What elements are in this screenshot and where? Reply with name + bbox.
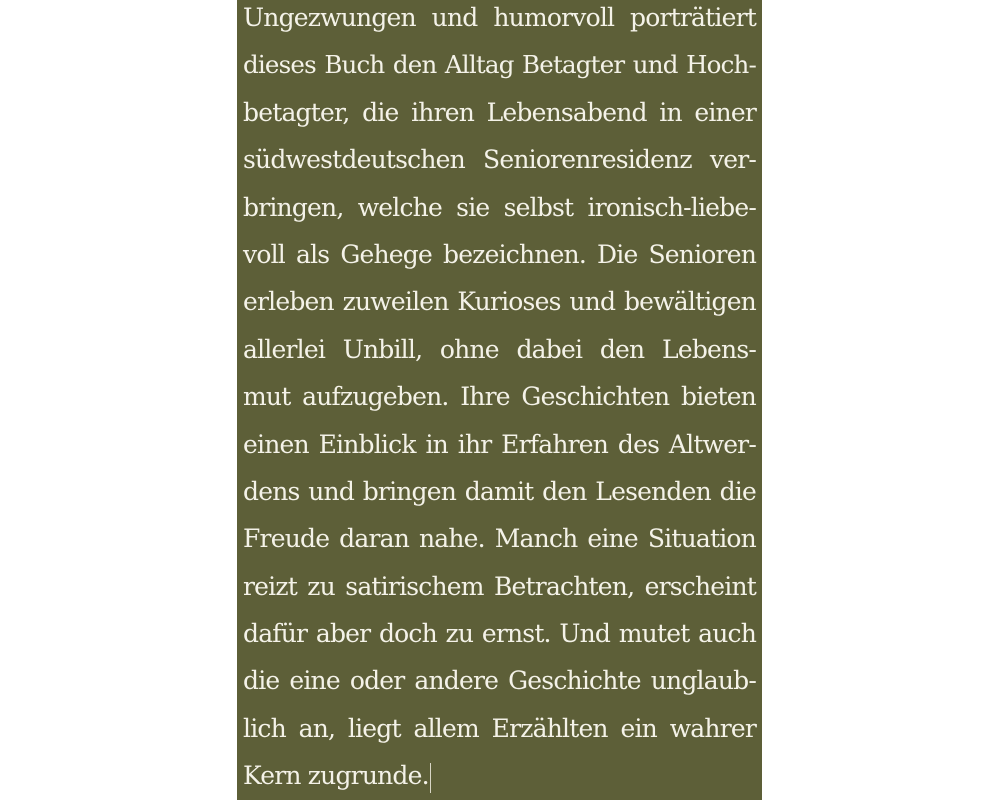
text-cursor: [430, 763, 431, 793]
text-panel: [237, 0, 762, 800]
text-line-7: erleben zuweilen Kurioses und bewältigen: [243, 287, 756, 317]
paragraph[interactable]: [243, 0, 756, 800]
text-line-8: allerlei Unbill, ohne dabei den Lebens-: [243, 334, 756, 364]
text-line-4: südwestdeutschen Seniorenresidenz ver-: [243, 145, 756, 175]
text-line-2: dieses Buch den Alltag Betagter und Hoch-: [243, 50, 756, 80]
text-line-9: mut aufzugeben. Ihre Geschichten bieten: [243, 382, 756, 412]
text-line-17-content: Kern zugrunde.: [243, 761, 429, 791]
text-line-15: die eine oder andere Geschichte unglaub-: [243, 666, 756, 696]
text-line-13: reizt zu satirischem Betrachten, erscheint: [243, 571, 756, 601]
text-line-1: Ungezwungen und humorvoll porträtiert: [243, 3, 756, 32]
text-line-12: Freude daran nahe. Manch eine Situation: [243, 524, 756, 554]
text-line-3: betagter, die ihren Lebensabend in einer: [243, 97, 756, 127]
text-line-6: voll als Gehege bezeichnen. Die Senioren: [243, 239, 756, 269]
text-line-14: dafür aber doch zu ernst. Und mutet auch: [243, 619, 756, 649]
text-line-5: bringen, welche sie selbst ironisch-liebe-: [243, 192, 756, 222]
text-line-10: einen Einblick in ihr Erfahren des Altwer-: [243, 429, 756, 459]
text-line-11: dens und bringen damit den Lesenden die: [243, 476, 756, 506]
text-line-16: lich an, liegt allem Erzählten ein wahrer: [243, 713, 756, 743]
text-line-17: [243, 752, 756, 799]
